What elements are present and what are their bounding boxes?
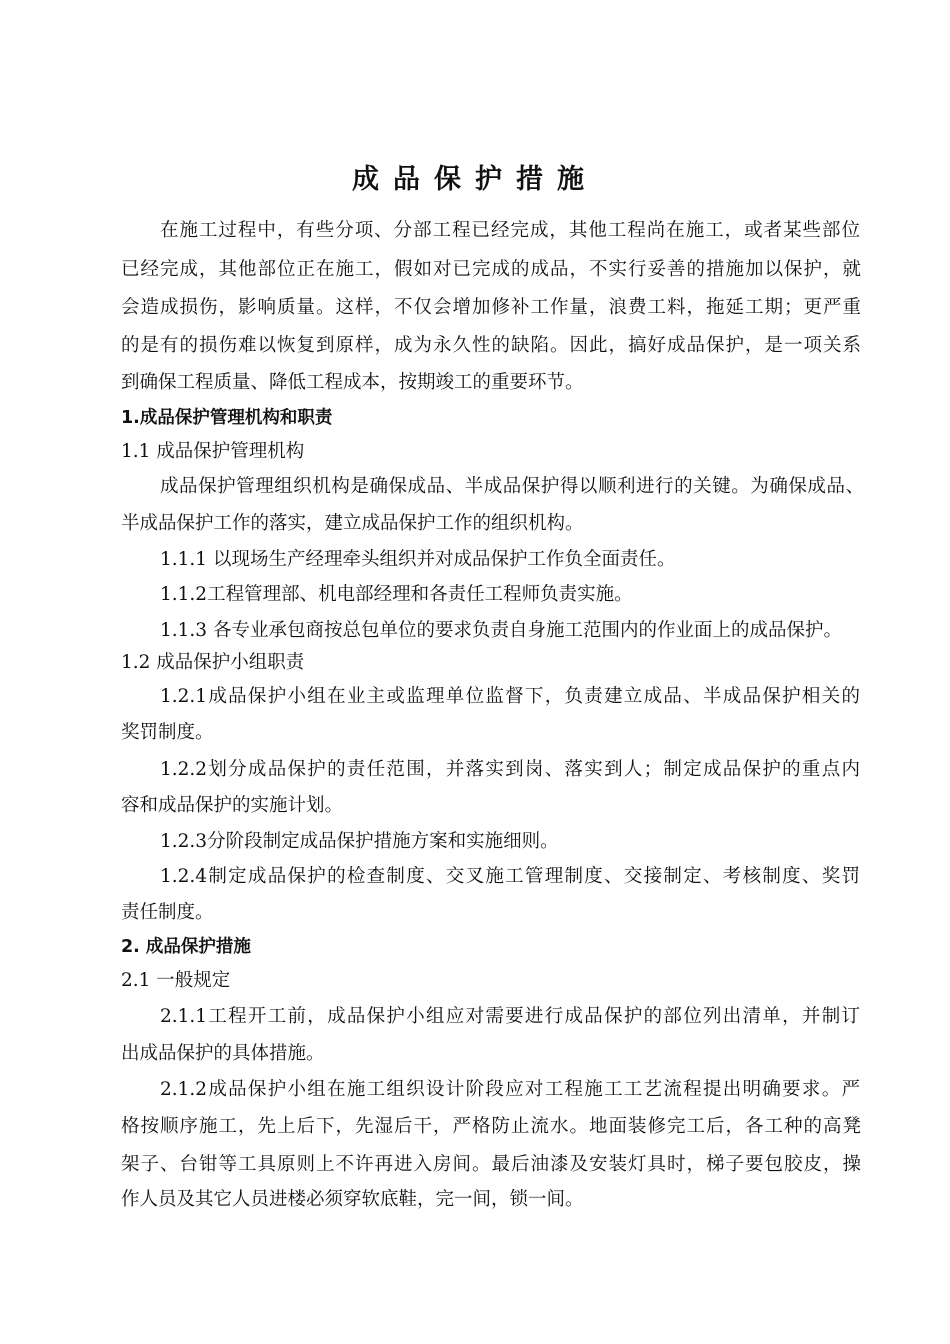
list-item: 2.1.2成品保护小组在施工组织设计阶段应对工程施工工艺流程提出明确要求。严 [160, 1079, 860, 1100]
list-item: 1.2.2划分成品保护的责任范围，并落实到岗、落实到人；制定成品保护的重点内 [160, 759, 860, 780]
subsection-heading: 2.1 一般规定 [121, 970, 231, 991]
document-title: 成品保护措施 [352, 164, 598, 195]
list-item: 2.1.1工程开工前，成品保护小组应对需要进行成品保护的部位列出清单，并制订 [160, 1006, 860, 1027]
paragraph-line: 容和成品保护的实施计划。 [121, 795, 344, 816]
paragraph-line: 格按顺序施工，先上后下，先湿后干，严格防止流水。地面装修完工后，各工种的高凳 [121, 1116, 861, 1137]
section-heading: 1.成品保护管理机构和职责 [121, 408, 333, 428]
paragraph-line: 已经完成，其他部位正在施工，假如对已完成的成品，不实行妥善的措施加以保护，就 [121, 259, 861, 280]
paragraph-line: 奖罚制度。 [121, 722, 214, 743]
paragraph-line: 半成品保护工作的落实，建立成品保护工作的组织机构。 [121, 513, 584, 534]
paragraph-line: 责任制度。 [121, 902, 214, 923]
paragraph-line: 成品保护管理组织机构是确保成品、半成品保护得以顺利进行的关键。为确保成品、 [160, 476, 864, 497]
paragraph-line: 架子、台钳等工具原则上不许再进入房间。最后油漆及安装灯具时，梯子要包胶皮，操 [121, 1154, 861, 1175]
subsection-heading: 1.2 成品保护小组职责 [121, 652, 305, 673]
paragraph-line: 的是有的损伤难以恢复到原样，成为永久性的缺陷。因此，搞好成品保护，是一项关系 [121, 335, 861, 356]
paragraph-line: 会造成损伤，影响质量。这样，不仅会增加修补工作量，浪费工料，拖延工期；更严重 [121, 297, 861, 318]
paragraph-line: 出成品保护的具体措施。 [121, 1043, 325, 1064]
list-item: 1.1.3 各专业承包商按总包单位的要求负责自身施工范围内的作业面上的成品保护。 [160, 620, 842, 641]
list-item: 1.2.4制定成品保护的检查制度、交叉施工管理制度、交接制定、考核制度、奖罚 [160, 866, 860, 887]
paragraph-line: 在施工过程中，有些分项、分部工程已经完成，其他工程尚在施工，或者某些部位 [160, 220, 860, 241]
list-item: 1.2.1成品保护小组在业主或监理单位监督下，负责建立成品、半成品保护相关的 [160, 686, 860, 707]
subsection-heading: 1.1 成品保护管理机构 [121, 441, 305, 462]
paragraph-line: 作人员及其它人员进楼必须穿软底鞋，完一间，锁一间。 [121, 1189, 584, 1210]
paragraph-line: 到确保工程质量、降低工程成本，按期竣工的重要环节。 [121, 372, 584, 393]
section-heading: 2. 成品保护措施 [121, 937, 251, 957]
list-item: 1.2.3分阶段制定成品保护措施方案和实施细则。 [160, 831, 559, 852]
list-item: 1.1.1 以现场生产经理牵头组织并对成品保护工作负全面责任。 [160, 549, 676, 570]
list-item: 1.1.2工程管理部、机电部经理和各责任工程师负责实施。 [160, 584, 633, 605]
